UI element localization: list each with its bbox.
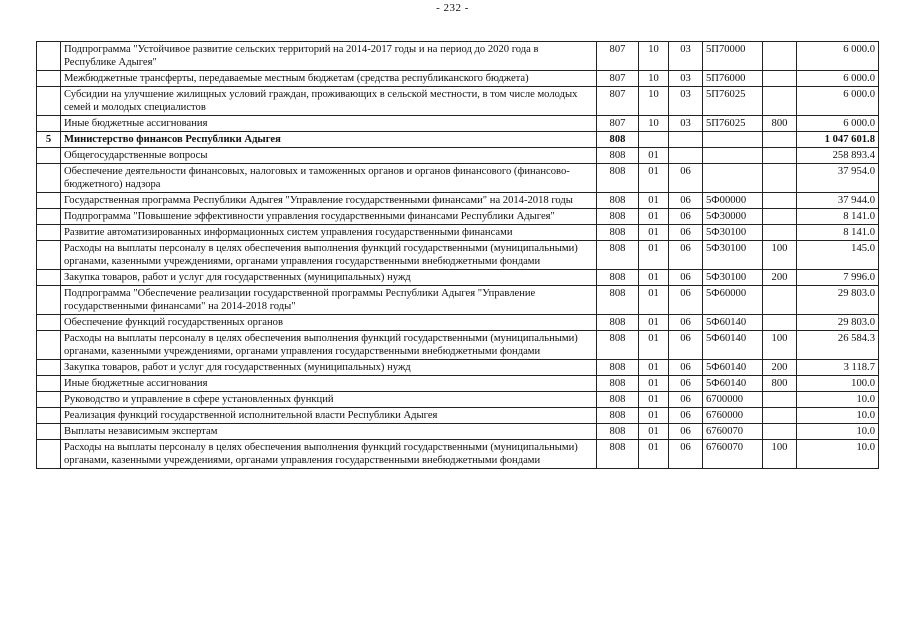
expense-name-cell: Подпрограмма "Повышение эффективности управления государственными финансами Республики Адыгея" (61, 209, 597, 225)
expense-type-code-cell (763, 408, 797, 424)
expense-name-cell: Закупка товаров, работ и услуг для государственных (муниципальных) нужд (61, 270, 597, 286)
section-code-cell: 01 (639, 241, 669, 270)
amount-cell: 1 047 601.8 (797, 132, 879, 148)
row-number-cell (37, 360, 61, 376)
expense-name-cell: Межбюджетные трансферты, передаваемые местным бюджетам (средства республиканского бюджета) (61, 71, 597, 87)
section-code-cell: 01 (639, 331, 669, 360)
section-code-cell: 01 (639, 392, 669, 408)
ministry-code-cell: 808 (597, 376, 639, 392)
target-article-code-cell: 5Ф00000 (703, 193, 763, 209)
subsection-code-cell: 06 (669, 408, 703, 424)
amount-cell: 6 000.0 (797, 87, 879, 116)
subsection-code-cell: 06 (669, 286, 703, 315)
row-number-cell (37, 286, 61, 315)
target-article-code-cell: 5П76025 (703, 87, 763, 116)
section-code-cell: 01 (639, 376, 669, 392)
table-row (37, 225, 879, 241)
row-number-cell (37, 71, 61, 87)
target-article-code-cell (703, 148, 763, 164)
amount-cell: 100.0 (797, 376, 879, 392)
subsection-code-cell: 03 (669, 71, 703, 87)
expense-type-code-cell (763, 42, 797, 71)
table-row (37, 132, 879, 148)
expense-type-code-cell: 800 (763, 376, 797, 392)
table-row (37, 193, 879, 209)
ministry-code-cell: 808 (597, 315, 639, 331)
target-article-code-cell: 5Ф60000 (703, 286, 763, 315)
expense-type-code-cell (763, 71, 797, 87)
expense-name-cell: Подпрограмма "Обеспечение реализации государственной программы Республики Адыгея "Управление государственными финансами" на 2014-2018 годы" (61, 286, 597, 315)
expense-type-code-cell (763, 164, 797, 193)
section-code-cell: 01 (639, 164, 669, 193)
ministry-code-cell: 807 (597, 116, 639, 132)
expense-type-code-cell: 100 (763, 241, 797, 270)
section-code-cell (639, 132, 669, 148)
ministry-code-cell: 808 (597, 270, 639, 286)
row-number-cell (37, 440, 61, 469)
amount-cell: 10.0 (797, 424, 879, 440)
section-code-cell: 10 (639, 42, 669, 71)
row-number-cell (37, 408, 61, 424)
table-row (37, 116, 879, 132)
expense-name-cell: Выплаты независимым экспертам (61, 424, 597, 440)
ministry-code-cell: 808 (597, 241, 639, 270)
row-number-cell (37, 209, 61, 225)
subsection-code-cell (669, 148, 703, 164)
row-number-cell (37, 241, 61, 270)
table-row (37, 71, 879, 87)
expense-type-code-cell (763, 286, 797, 315)
expense-name-cell: Обеспечение функций государственных органов (61, 315, 597, 331)
ministry-code-cell: 807 (597, 87, 639, 116)
section-code-cell: 10 (639, 87, 669, 116)
expense-type-code-cell (763, 315, 797, 331)
subsection-code-cell (669, 132, 703, 148)
subsection-code-cell: 06 (669, 360, 703, 376)
target-article-code-cell: 6760070 (703, 440, 763, 469)
amount-cell: 3 118.7 (797, 360, 879, 376)
subsection-code-cell: 06 (669, 331, 703, 360)
row-number-cell (37, 193, 61, 209)
subsection-code-cell: 06 (669, 392, 703, 408)
ministry-code-cell: 808 (597, 193, 639, 209)
subsection-code-cell: 06 (669, 315, 703, 331)
ministry-code-cell: 808 (597, 148, 639, 164)
expense-name-cell: Закупка товаров, работ и услуг для государственных (муниципальных) нужд (61, 360, 597, 376)
table-row (37, 87, 879, 116)
amount-cell: 258 893.4 (797, 148, 879, 164)
expense-name-cell: Расходы на выплаты персоналу в целях обеспечения выполнения функций государственными (муниципальными) органами, казенными учреждениями, органами управления государственными внебюджетными фондами (61, 241, 597, 270)
expense-type-code-cell: 100 (763, 331, 797, 360)
section-code-cell: 01 (639, 315, 669, 331)
amount-cell: 6 000.0 (797, 116, 879, 132)
section-code-cell: 01 (639, 193, 669, 209)
ministry-code-cell: 808 (597, 440, 639, 469)
expense-type-code-cell (763, 392, 797, 408)
row-number-cell (37, 392, 61, 408)
table-row (37, 376, 879, 392)
amount-cell: 29 803.0 (797, 315, 879, 331)
ministry-code-cell: 808 (597, 286, 639, 315)
subsection-code-cell: 06 (669, 270, 703, 286)
subsection-code-cell: 06 (669, 424, 703, 440)
subsection-code-cell: 06 (669, 241, 703, 270)
table-body (37, 42, 879, 469)
table-row (37, 286, 879, 315)
amount-cell: 37 944.0 (797, 193, 879, 209)
row-number-cell (37, 331, 61, 360)
row-number-cell (37, 164, 61, 193)
expense-name-cell: Руководство и управление в сфере установленных функций (61, 392, 597, 408)
expense-name-cell: Министерство финансов Республики Адыгея (61, 132, 597, 148)
amount-cell: 8 141.0 (797, 225, 879, 241)
amount-cell: 7 996.0 (797, 270, 879, 286)
table-row (37, 331, 879, 360)
section-code-cell: 01 (639, 225, 669, 241)
table-row (37, 270, 879, 286)
expense-name-cell: Реализация функций государственной исполнительной власти Республики Адыгея (61, 408, 597, 424)
expense-type-code-cell: 200 (763, 270, 797, 286)
row-number-cell (37, 148, 61, 164)
table-row (37, 424, 879, 440)
section-code-cell: 01 (639, 270, 669, 286)
target-article-code-cell: 5Ф60140 (703, 360, 763, 376)
table-row (37, 209, 879, 225)
amount-cell: 145.0 (797, 241, 879, 270)
row-number-cell: 5 (37, 132, 61, 148)
expense-name-cell: Подпрограмма "Устойчивое развитие сельских территорий на 2014-2017 годы и на период до 2020 года в Республике Адыгея" (61, 42, 597, 71)
expense-name-cell: Иные бюджетные ассигнования (61, 116, 597, 132)
expense-type-code-cell: 100 (763, 440, 797, 469)
expense-name-cell: Государственная программа Республики Адыгея "Управление государственными финансами" на 2014-2018 годы (61, 193, 597, 209)
table-row (37, 440, 879, 469)
target-article-code-cell: 6700000 (703, 392, 763, 408)
target-article-code-cell: 5Ф60140 (703, 331, 763, 360)
target-article-code-cell: 5П76000 (703, 71, 763, 87)
expense-type-code-cell: 200 (763, 360, 797, 376)
section-code-cell: 01 (639, 424, 669, 440)
expense-name-cell: Обеспечение деятельности финансовых, налоговых и таможенных органов и органов финансового (финансово-бюджетного) надзора (61, 164, 597, 193)
target-article-code-cell: 5П70000 (703, 42, 763, 71)
expense-type-code-cell (763, 87, 797, 116)
expense-name-cell: Иные бюджетные ассигнования (61, 376, 597, 392)
table-row (37, 164, 879, 193)
target-article-code-cell: 5Ф30100 (703, 241, 763, 270)
expense-name-cell: Субсидии на улучшение жилищных условий граждан, проживающих в сельской местности, в том числе молодых семей и молодых специалистов (61, 87, 597, 116)
target-article-code-cell: 6760070 (703, 424, 763, 440)
section-code-cell: 01 (639, 360, 669, 376)
amount-cell: 10.0 (797, 392, 879, 408)
row-number-cell (37, 424, 61, 440)
subsection-code-cell: 03 (669, 116, 703, 132)
target-article-code-cell: 5Ф60140 (703, 376, 763, 392)
expense-name-cell: Расходы на выплаты персоналу в целях обеспечения выполнения функций государственными (муниципальными) органами, казенными учреждениями, органами управления государственными внебюджетными фондами (61, 440, 597, 469)
expense-type-code-cell (763, 132, 797, 148)
subsection-code-cell: 06 (669, 164, 703, 193)
section-code-cell: 01 (639, 286, 669, 315)
table-row (37, 241, 879, 270)
table-row (37, 315, 879, 331)
amount-cell: 6 000.0 (797, 71, 879, 87)
ministry-code-cell: 808 (597, 331, 639, 360)
expense-type-code-cell: 800 (763, 116, 797, 132)
table-row (37, 392, 879, 408)
ministry-code-cell: 807 (597, 71, 639, 87)
page-number: - 232 - (436, 2, 469, 14)
target-article-code-cell: 6760000 (703, 408, 763, 424)
table-row (37, 148, 879, 164)
ministry-code-cell: 808 (597, 392, 639, 408)
table-row (37, 360, 879, 376)
ministry-code-cell: 808 (597, 132, 639, 148)
subsection-code-cell: 03 (669, 87, 703, 116)
target-article-code-cell: 5Ф30100 (703, 225, 763, 241)
subsection-code-cell: 06 (669, 376, 703, 392)
row-number-cell (37, 315, 61, 331)
amount-cell: 37 954.0 (797, 164, 879, 193)
row-number-cell (37, 87, 61, 116)
row-number-cell (37, 225, 61, 241)
subsection-code-cell: 03 (669, 42, 703, 71)
subsection-code-cell: 06 (669, 209, 703, 225)
expense-name-cell: Развитие автоматизированных информационных систем управления государственными финансами (61, 225, 597, 241)
row-number-cell (37, 376, 61, 392)
target-article-code-cell: 5Ф60140 (703, 315, 763, 331)
budget-table (36, 41, 879, 469)
section-code-cell: 10 (639, 116, 669, 132)
amount-cell: 6 000.0 (797, 42, 879, 71)
ministry-code-cell: 808 (597, 424, 639, 440)
ministry-code-cell: 808 (597, 209, 639, 225)
ministry-code-cell: 808 (597, 408, 639, 424)
amount-cell: 8 141.0 (797, 209, 879, 225)
section-code-cell: 01 (639, 440, 669, 469)
section-code-cell: 01 (639, 148, 669, 164)
expense-name-cell: Расходы на выплаты персоналу в целях обеспечения выполнения функций государственными (муниципальными) органами, казенными учреждениями, органами управления государственными внебюджетными фондами (61, 331, 597, 360)
target-article-code-cell (703, 164, 763, 193)
ministry-code-cell: 807 (597, 42, 639, 71)
expense-name-cell: Общегосударственные вопросы (61, 148, 597, 164)
amount-cell: 10.0 (797, 408, 879, 424)
section-code-cell: 01 (639, 209, 669, 225)
subsection-code-cell: 06 (669, 225, 703, 241)
section-code-cell: 10 (639, 71, 669, 87)
amount-cell: 10.0 (797, 440, 879, 469)
target-article-code-cell: 5Ф30000 (703, 209, 763, 225)
ministry-code-cell: 808 (597, 225, 639, 241)
ministry-code-cell: 808 (597, 360, 639, 376)
amount-cell: 29 803.0 (797, 286, 879, 315)
row-number-cell (37, 42, 61, 71)
target-article-code-cell: 5П76025 (703, 116, 763, 132)
row-number-cell (37, 116, 61, 132)
table-row (37, 42, 879, 71)
target-article-code-cell: 5Ф30100 (703, 270, 763, 286)
target-article-code-cell (703, 132, 763, 148)
expense-type-code-cell (763, 225, 797, 241)
expense-type-code-cell (763, 148, 797, 164)
section-code-cell: 01 (639, 408, 669, 424)
expense-type-code-cell (763, 209, 797, 225)
row-number-cell (37, 270, 61, 286)
table-row (37, 408, 879, 424)
subsection-code-cell: 06 (669, 193, 703, 209)
subsection-code-cell: 06 (669, 440, 703, 469)
ministry-code-cell: 808 (597, 164, 639, 193)
amount-cell: 26 584.3 (797, 331, 879, 360)
expense-type-code-cell (763, 193, 797, 209)
expense-type-code-cell (763, 424, 797, 440)
